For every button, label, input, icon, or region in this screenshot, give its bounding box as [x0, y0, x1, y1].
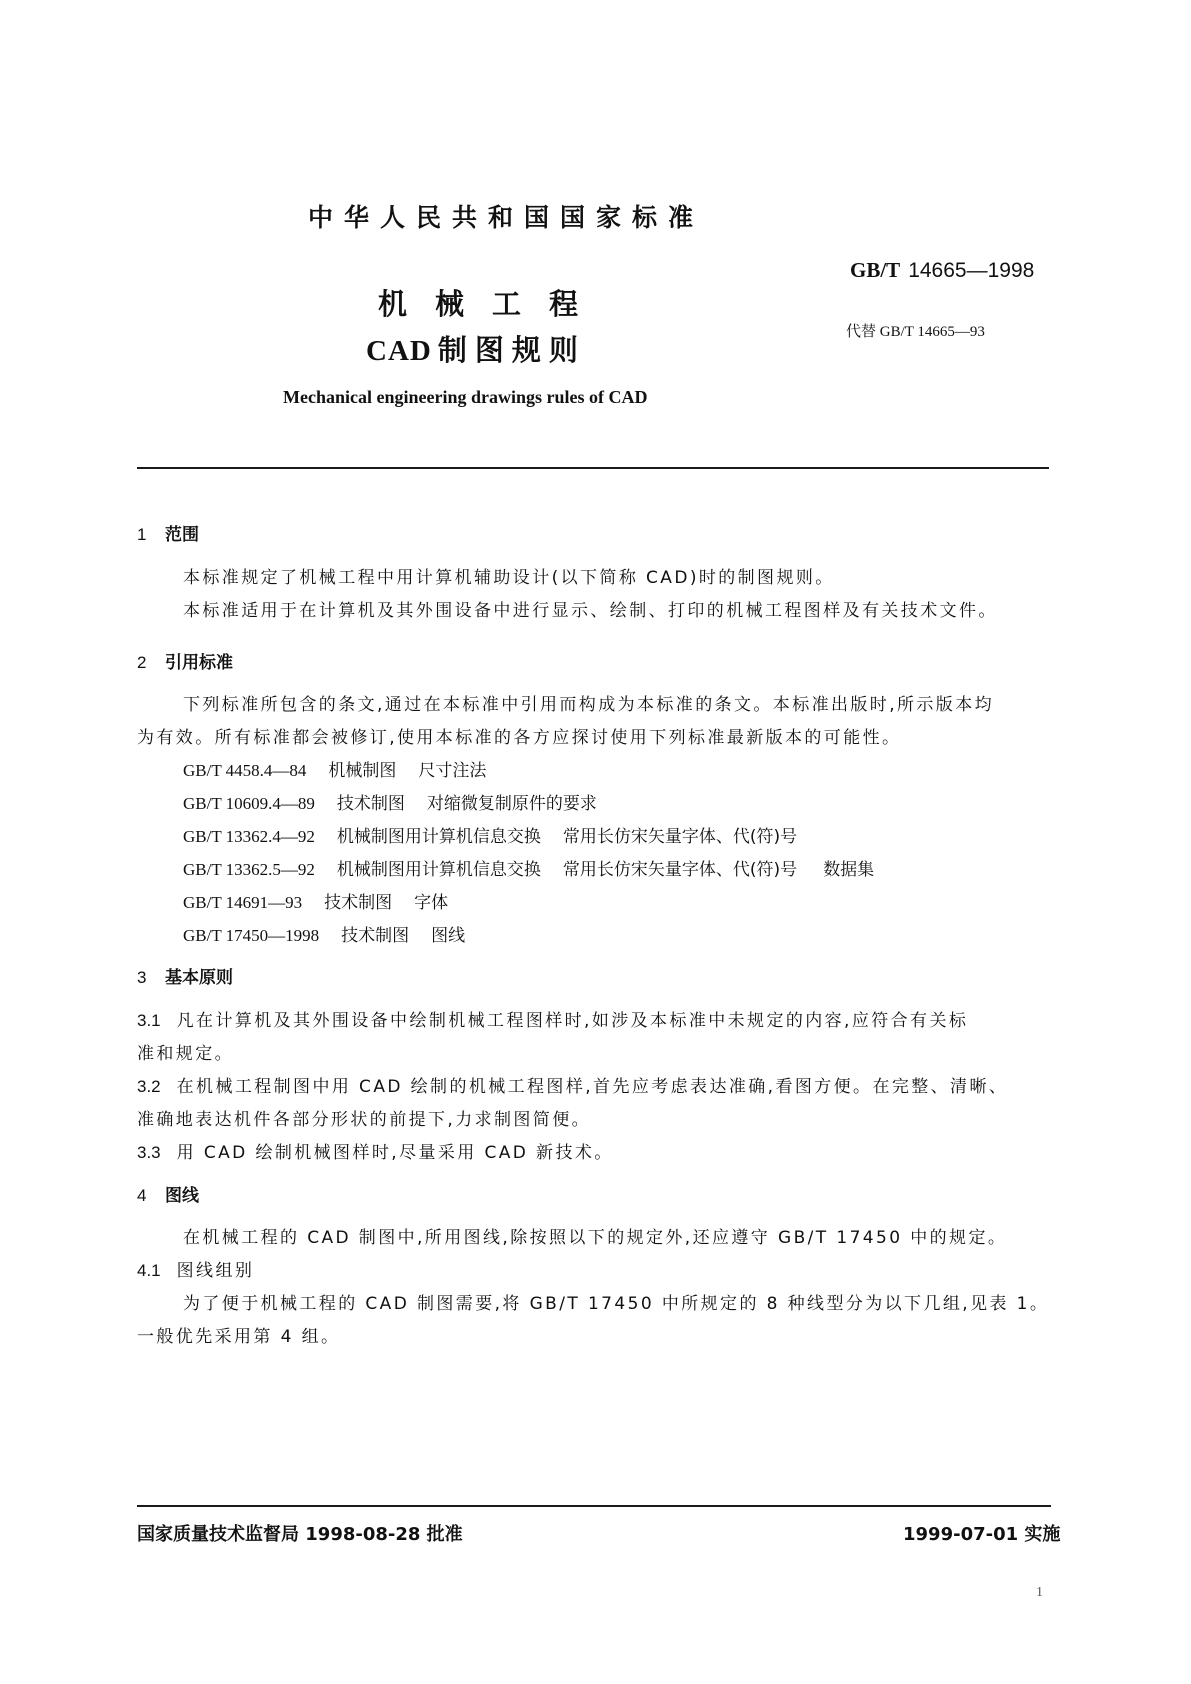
paragraph: 本标准规定了机械工程中用计算机辅助设计(以下简称 CAD)时的制图规则。 — [183, 568, 835, 588]
reference-subtitle: 尺寸注法 — [418, 761, 487, 781]
reference-code: GB/T 13362.5—92 — [183, 860, 315, 879]
paragraph: 一般优先采用第 4 组。 — [137, 1327, 341, 1347]
paragraph: 本标准适用于在计算机及其外围设备中进行显示、绘制、打印的机械工程图样及有关技术文件。 — [183, 601, 998, 621]
section-3-heading — [137, 963, 233, 988]
approval-info: 国家质量技术监督局 1998-08-28 批准 — [137, 1524, 463, 1545]
clause-4-1 — [137, 1256, 254, 1281]
standard-type-heading: 中华人民共和国国家标准 — [308, 203, 705, 232]
section-2-heading — [137, 648, 233, 673]
reference-title: 技术制图 — [336, 794, 405, 814]
reference-code: GB/T 14691—93 — [183, 893, 303, 912]
paragraph: 为了便于机械工程的 CAD 制图需要,将 GB/T 17450 中所规定的 8 种线型分为以下几组,见表 1。 — [183, 1294, 1050, 1314]
standard-code-number: 14665—1998 — [908, 259, 1035, 282]
title-rest: 制图规则 — [437, 333, 586, 367]
reference-item — [183, 888, 448, 913]
clause-number: 4.1 — [137, 1261, 161, 1280]
clause-text: 在机械工程制图中用 CAD 绘制的机械工程图样,首先应考虑表达准确,看图方便。在完整、清晰、 — [176, 1077, 1009, 1097]
paragraph: 下列标准所包含的条文,通过在本标准中引用而构成为本标准的条文。本标准出版时,所示版本均 — [183, 695, 995, 715]
reference-subtitle: 常用长仿宋矢量字体、代(符)号 — [562, 860, 798, 880]
reference-subtitle: 图线 — [431, 926, 466, 946]
reference-item — [183, 789, 597, 814]
section-4-heading — [137, 1181, 199, 1206]
reference-item — [183, 921, 465, 946]
replaces-standard: 代替 GB/T 14665—93 — [846, 324, 985, 340]
document-title-line2 — [366, 328, 586, 369]
clause-3-3 — [137, 1138, 614, 1163]
clause-title: 图线组别 — [176, 1261, 255, 1281]
clause-number: 3.3 — [137, 1143, 161, 1162]
reference-item — [183, 855, 874, 880]
clause-text: 用 CAD 绘制机械图样时,尽量采用 CAD 新技术。 — [176, 1143, 614, 1163]
clause-3-2 — [137, 1072, 1008, 1097]
reference-title: 技术制图 — [324, 893, 393, 913]
standard-code — [850, 258, 1034, 283]
document-title-line1: 机械工程 — [378, 287, 607, 321]
reference-code: GB/T 13362.4—92 — [183, 827, 315, 846]
reference-code: GB/T 17450—1998 — [183, 926, 320, 945]
section-title: 范围 — [165, 525, 199, 545]
clause-number: 3.1 — [137, 1011, 161, 1030]
clause-number: 3.2 — [137, 1077, 161, 1096]
reference-item — [183, 756, 486, 781]
reference-title: 机械制图用计算机信息交换 — [336, 827, 541, 847]
reference-subtitle: 常用长仿宋矢量字体、代(符)号 — [562, 827, 798, 847]
footer-divider — [137, 1505, 1051, 1507]
section-1-heading — [137, 520, 199, 545]
reference-extra: 数据集 — [823, 860, 875, 880]
paragraph: 在机械工程的 CAD 制图中,所用图线,除按照以下的规定外,还应遵守 GB/T 17450 中的规定。 — [183, 1228, 1008, 1248]
paragraph: 为有效。所有标准都会被修订,使用本标准的各方应探讨使用下列标准最新版本的可能性。 — [137, 728, 902, 748]
page-number: 1 — [1036, 1585, 1043, 1600]
clause-text-continued: 准和规定。 — [137, 1044, 234, 1064]
section-number: 2 — [137, 653, 147, 672]
reference-subtitle: 字体 — [414, 893, 449, 913]
reference-title: 技术制图 — [341, 926, 410, 946]
section-title: 基本原则 — [165, 968, 233, 988]
title-cad-prefix: CAD — [366, 335, 432, 367]
reference-title: 机械制图用计算机信息交换 — [336, 860, 541, 880]
implementation-date: 1999-07-01 实施 — [903, 1524, 1061, 1545]
section-number: 1 — [137, 525, 147, 544]
section-number: 3 — [137, 968, 147, 987]
section-title: 图线 — [165, 1186, 199, 1206]
clause-text: 凡在计算机及其外围设备中绘制机械工程图样时,如涉及本标准中未规定的内容,应符合有关标 — [176, 1011, 969, 1031]
clause-3-1 — [137, 1006, 968, 1031]
reference-code: GB/T 4458.4—84 — [183, 761, 307, 780]
clause-text-continued: 准确地表达机件各部分形状的前提下,力求制图简便。 — [137, 1110, 592, 1130]
reference-code: GB/T 10609.4—89 — [183, 794, 315, 813]
reference-subtitle: 对缩微复制原件的要求 — [426, 794, 597, 814]
standard-code-prefix: GB/T — [850, 258, 901, 282]
section-number: 4 — [137, 1186, 147, 1205]
reference-item — [183, 822, 797, 847]
english-title: Mechanical engineering drawings rules of CAD — [283, 387, 648, 407]
reference-title: 机械制图 — [328, 761, 397, 781]
header-divider — [137, 467, 1049, 469]
section-title: 引用标准 — [165, 653, 233, 673]
